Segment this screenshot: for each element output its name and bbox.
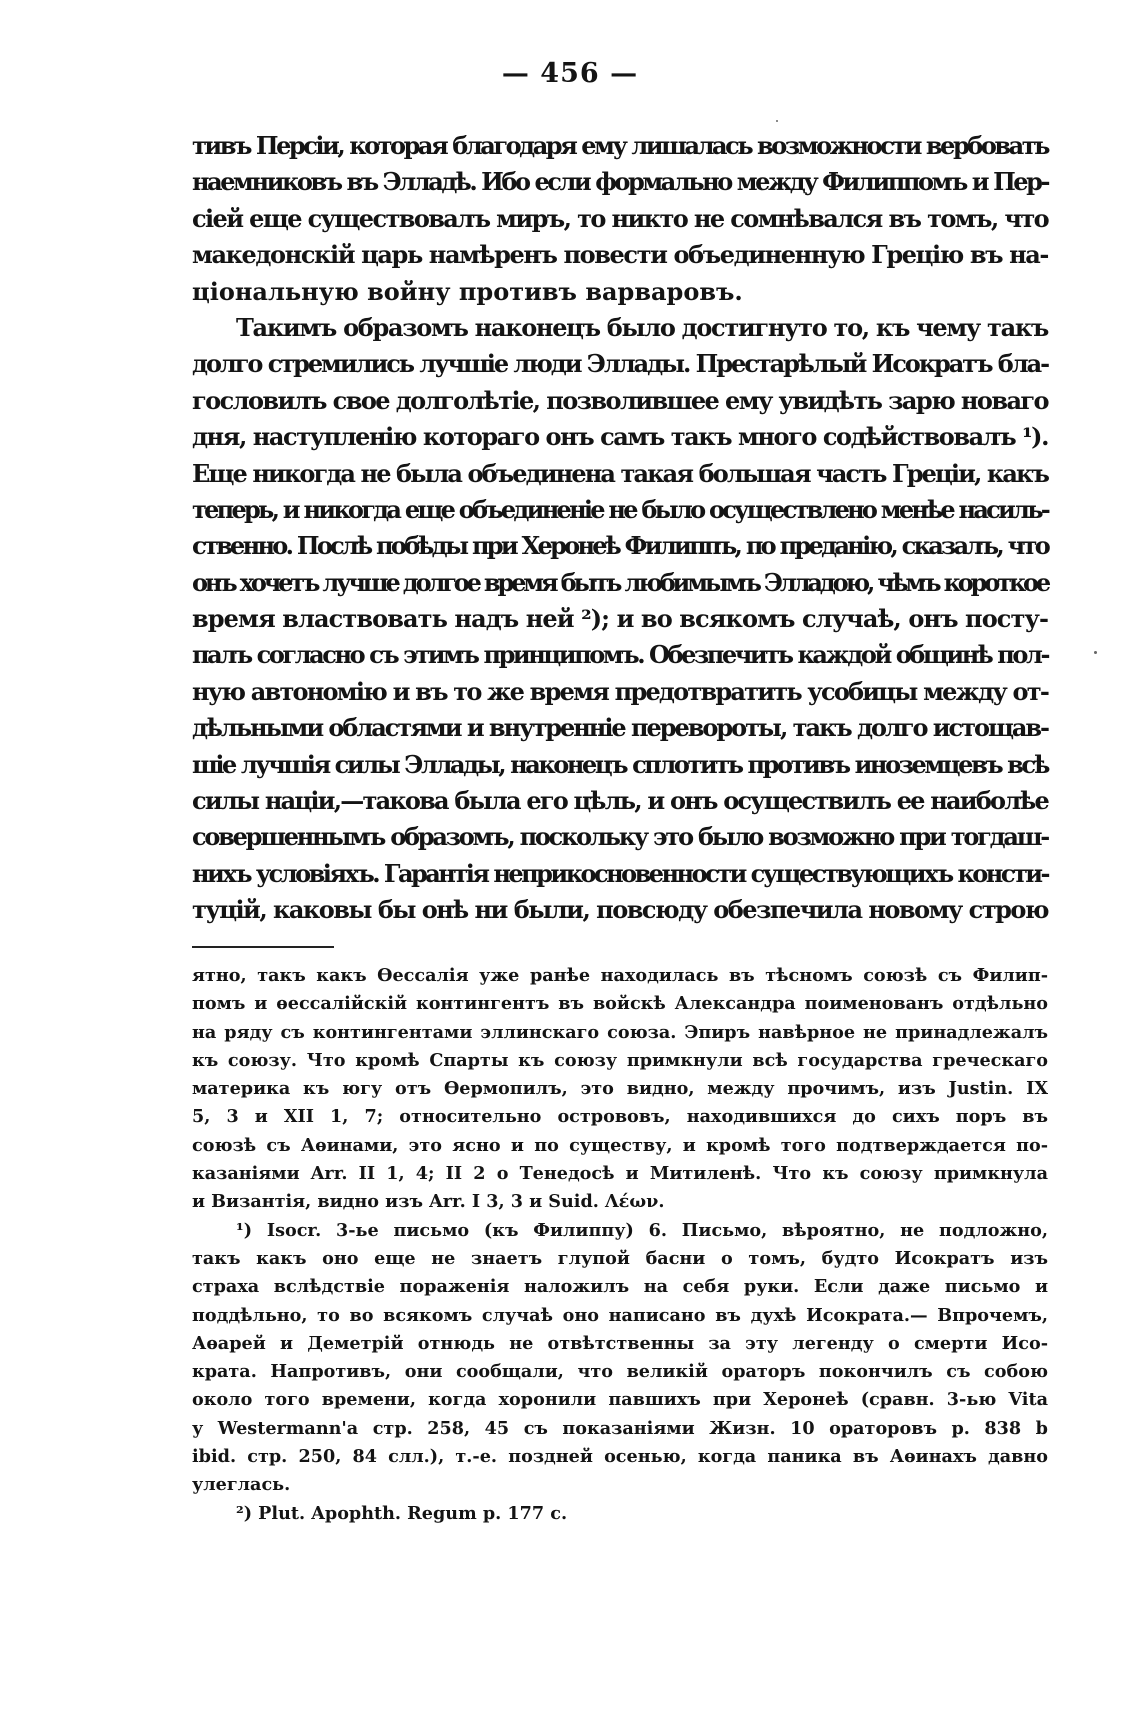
text-line: Еще никогда не была объединена такая большая часть Греціи, какъ <box>192 458 1048 488</box>
footnote-line: ятно, такъ какъ Ѳессалія уже ранѣе находилась въ тѣсномъ союзѣ съ Филип- <box>192 965 1048 986</box>
text-line: Такимъ образомъ наконецъ было достигнуто то, къ чему такъ <box>236 312 1048 342</box>
footnote-line: къ союзу. Что кромѣ Спарты къ союзу примкнули всѣ государства греческаго <box>192 1049 1048 1071</box>
scan-speck <box>1094 651 1097 654</box>
footnotes <box>192 962 1048 1528</box>
footnote-line: и Византія, видно изъ Arr. I 3, 3 и Suid. Λέων. <box>192 1191 665 1213</box>
text-line: ціональную войну противъ варваровъ. <box>192 276 743 306</box>
text-line: гословилъ свое долголѣтіе, позволившее ему увидѣть зарю новаго <box>192 385 1048 415</box>
text-line: ственно. Послѣ побѣды при Херонеѣ Филиппъ, по преданію, сказалъ, что <box>192 531 1048 561</box>
text-line: совершеннымъ образомъ, поскольку это было возможно при тогдаш- <box>192 822 1048 852</box>
text-line: шіе лучшія силы Эллады, наконецъ сплотить противъ иноземцевъ всѣ <box>192 749 1048 779</box>
footnote-divider <box>192 946 334 948</box>
footnote-line: такъ какъ оно еще не знаетъ глупой басни о томъ, будто Исократъ изъ <box>192 1247 1048 1269</box>
footnote-line: на ряду съ контингентами эллинскаго союза. Эпиръ навѣрное не принадлежалъ <box>192 1021 1048 1043</box>
page-number: — 456 — <box>501 58 639 89</box>
footnote-line: союзѣ съ Аѳинами, это ясно и по существу, и кромѣ того подтверждается по- <box>192 1134 1048 1156</box>
text-line: сіей еще существовалъ миръ, то никто не сомнѣвался въ томъ, что <box>192 203 1049 233</box>
text-line: время властвовать надъ ней ²); и во всякомъ случаѣ, онъ посту- <box>192 604 1048 634</box>
text-line: наемниковъ въ Элладѣ. Ибо если формально между Филиппомъ и Пер- <box>192 167 1048 197</box>
text-line: нихъ условіяхъ. Гарантія неприкосновенности существующихъ консти- <box>192 858 1048 888</box>
footnote-line: 5, 3 и XII 1, 7; относительно острововъ, находившихся до сихъ поръ въ <box>192 1106 1048 1128</box>
footnote-line: казаніями Arr. II 1, 4; II 2 о Тенедосѣ и Митиленѣ. Что къ союзу примкнула <box>192 1163 1048 1185</box>
scan-speck <box>776 120 778 122</box>
text-line: тивъ Персіи, которая благодаря ему лишалась возможности вербовать <box>192 131 1048 160</box>
text-line: ную автономію и въ то же время предотвратить усобицы между от- <box>192 676 1048 706</box>
footnote-line: улеглась. <box>192 1474 291 1496</box>
footnote-line: ibid. стр. 250, 84 слл.), т.-е. поздней осенью, когда паника въ Аѳинахъ давно <box>192 1446 1048 1468</box>
footnote-line: страха вслѣдствіе пораженія наложилъ на себя руки. Если даже письмо и <box>192 1276 1048 1298</box>
text-line: палъ согласно съ этимъ принципомъ. Обезпечить каждой общинѣ пол- <box>192 640 1048 670</box>
main-text <box>192 128 1048 929</box>
footnote-line: у Westermann'а стр. 258, 45 съ показаніями Жизн. 10 ораторовъ p. 838 b <box>192 1417 1048 1439</box>
text-line: дня, наступленію котораго онъ самъ такъ много содѣйствовалъ ¹). <box>192 422 1048 452</box>
text-line: македонскій царь намѣренъ повести объединенную Грецію въ на- <box>192 240 1048 270</box>
text-line: силы націи,—такова была его цѣль, и онъ осуществилъ ее наиболѣе <box>192 786 1048 816</box>
footnote-line: Аѳарей и Деметрій отнюдь не отвѣтственны за эту легенду о смерти Исо- <box>192 1332 1048 1354</box>
footnote-line: около того времени, когда хоронили павшихъ при Херонеѣ (сравн. 3-ью Vita <box>192 1389 1048 1411</box>
text-line: дѣльными областями и внутренніе перевороты, такъ долго истощав- <box>192 713 1048 743</box>
text-line: туцій, каковы бы онѣ ни были, повсюду обезпечила новому строю <box>192 895 1048 925</box>
footnote-line: помъ и ѳессалійскій контингентъ въ войскѣ Александра поименованъ отдѣльно <box>192 993 1048 1015</box>
text-line: теперь, и никогда еще объединеніе не было осуществлено менѣе насиль- <box>192 494 1048 524</box>
footnote-line: поддѣльно, то во всякомъ случаѣ оно написано въ духѣ Исократа.— Впрочемъ, <box>192 1304 1048 1326</box>
text-line: долго стремились лучшіе люди Эллады. Престарѣлый Исократъ бла- <box>192 349 1049 379</box>
text-line: онъ хочетъ лучше долгое время быть любимымъ Элладою, чѣмъ короткое <box>192 567 1048 597</box>
footnote-1-line: ¹) Isocr. 3-ье письмо (къ Филиппу) 6. Письмо, вѣроятно, не подложно, <box>236 1219 1048 1241</box>
footnote-line: крата. Напротивъ, они сообщали, что великій ораторъ покончилъ съ собою <box>192 1361 1048 1383</box>
footnote-2-line: ²) Plut. Apophth. Regum p. 177 c. <box>236 1502 568 1524</box>
footnote-line: материка къ югу отъ Ѳермопилъ, это видно, между прочимъ, изъ Justin. IX <box>192 1078 1048 1100</box>
